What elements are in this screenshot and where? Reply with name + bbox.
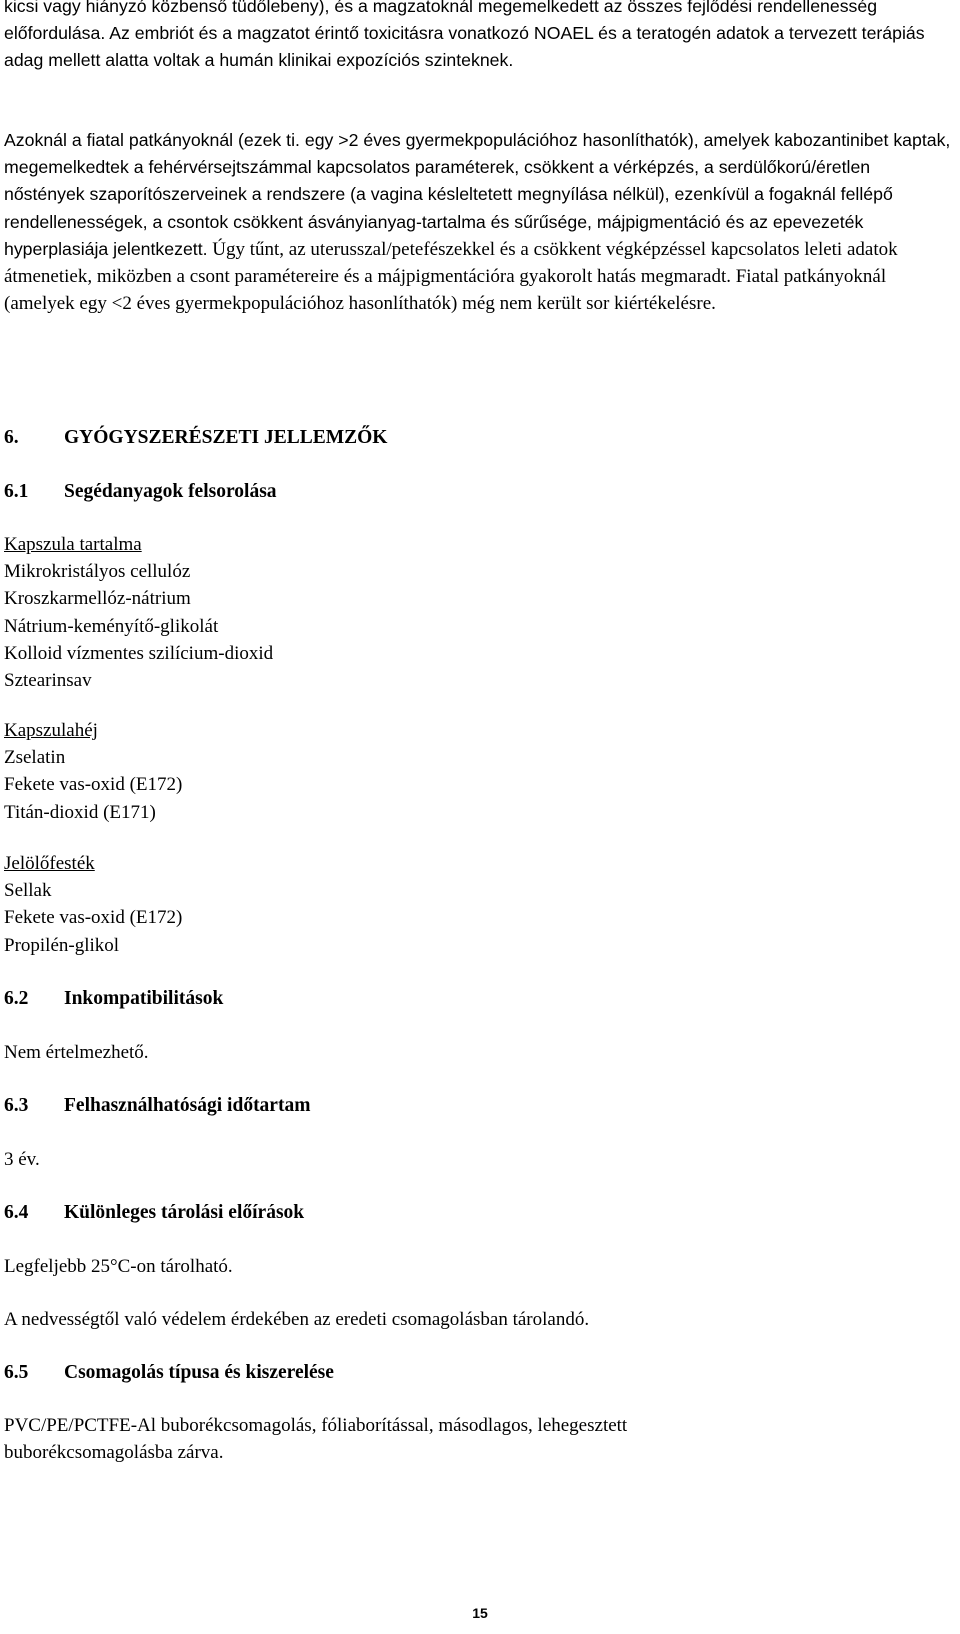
list-item: Kolloid vízmentes szilícium-dioxid <box>4 642 274 664</box>
section-6-1-heading <box>4 478 277 506</box>
section-number: 6.2 <box>4 988 29 1009</box>
list-item: Kroszkarmellóz-nátrium <box>4 588 191 610</box>
section-6-4-heading <box>4 1199 304 1227</box>
section-6-2-heading <box>4 985 223 1013</box>
section-6-5-heading <box>4 1359 334 1387</box>
list-item: Propilén-glikol <box>4 934 120 956</box>
capsule-content-list <box>4 531 273 694</box>
list-heading: Jelölőfesték <box>4 853 95 874</box>
section-number: 6.4 <box>4 1202 29 1223</box>
section-number: 6.5 <box>4 1362 29 1383</box>
juvenile-rats-paragraph <box>4 127 954 317</box>
list-item: Fekete vas-oxid (E172) <box>4 907 183 929</box>
list-item: Sztearinsav <box>4 670 92 692</box>
section-title: Segédanyagok felsorolása <box>64 481 277 502</box>
section-title: Felhasználhatósági időtartam <box>64 1095 311 1116</box>
list-item: Zselatin <box>4 747 66 769</box>
section-6-3-heading <box>4 1092 310 1120</box>
section-6-4-text-2: A nedvességtől való védelem érdekében az eredeti csomagolásban tárolandó. <box>4 1309 590 1330</box>
juvenile-rats-text-serif: Úgy tűnt, az uterusszal/petefészekkel és a csökkent végképzéssel kapcsolatos leleti adatok átmenetiek, miközben a csont paramétereire és a májpigmentációra gyakorolt hatás megmaradt. Fiatal patkányoknál (amelyek egy <2 éves gyermekpopulációhoz hasonlíthatók) még nem került sor kiértékelésre. <box>4 238 898 315</box>
section-number: 6. <box>4 427 19 448</box>
list-item: Sellak <box>4 880 52 902</box>
list-item: Fekete vas-oxid (E172) <box>4 774 183 796</box>
list-item: Mikrokristályos cellulóz <box>4 561 191 583</box>
list-heading: Kapszulahéj <box>4 720 98 741</box>
section-title: Különleges tárolási előírások <box>64 1202 305 1223</box>
list-heading: Kapszula tartalma <box>4 534 142 555</box>
section-title: Csomagolás típusa és kiszerelése <box>64 1362 334 1383</box>
section-title: GYÓGYSZERÉSZETI JELLEMZŐK <box>64 427 388 448</box>
section-6-5-text: PVC/PE/PCTFE-Al buborékcsomagolás, fóliaborítással, másodlagos, lehegesztett buborékcsomagolásba zárva. <box>4 1415 628 1464</box>
intro-paragraph: kicsi vagy hiányzó közbenső tüdőlebeny), és a magzatoknál megemelkedett az összes fejlődési rendellenesség előfordulása. Az embriót és a magzatot érintő toxicitásra vonatkozó NOAEL és a teratogén adatok a tervezett terápiás adag mellett alatta voltak a humán klinikai expozíciós szinteknek. <box>4 0 925 71</box>
juvenile-rats-text-sans: Azoknál a fiatal patkányoknál (ezek ti. egy >2 éves gyermekpopulációhoz hasonlíthatók), amelyek kabozantinibet kaptak, megemelkedtek a fehérvérsejtszámmal kapcsolatos paraméterek, csökkent a vérképzés, a serdülőkorú/éretlen nőstények szaporítószerveinek a rendszere (a vagina késleltetett megnyílása nélkül), ezenkívül a fogaknál fellépő rendellenességek, a csontok csökkent ásványianyag-tartalma és sűrűsége, májpigmentáció és az epevezeték hyperplasiája jelentkezett. <box>4 130 951 259</box>
section-6-2-text: Nem értelmezhető. <box>4 1042 149 1063</box>
section-6-3-text: 3 év. <box>4 1149 40 1170</box>
list-item: Titán-dioxid (E171) <box>4 801 156 823</box>
ink-list <box>4 850 182 959</box>
page-number: 15 <box>472 1605 488 1621</box>
section-number: 6.3 <box>4 1095 29 1116</box>
section-6-heading <box>4 424 387 452</box>
list-item: Nátrium-keményítő-glikolát <box>4 615 219 637</box>
capsule-shell-list <box>4 717 182 826</box>
section-6-4-text-1: Legfeljebb 25°C-on tárolható. <box>4 1256 233 1277</box>
section-title: Inkompatibilitások <box>64 988 224 1009</box>
section-number: 6.1 <box>4 481 29 502</box>
